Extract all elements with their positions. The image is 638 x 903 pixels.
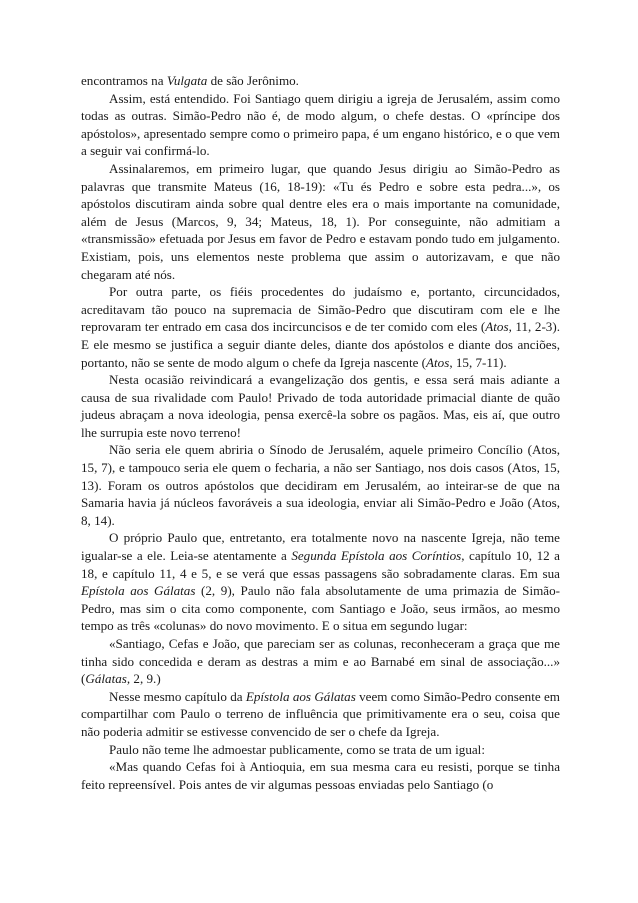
italic-run: Atos [485,319,509,335]
italic-run: Vulgata [166,73,208,88]
text-run: , 15, 7-11). [449,354,507,370]
text-run: Não seria ele quem abriria o Sínodo de Jerusalém, aquele primeiro Concílio (Atos, 15, 7), e tampouco seria ele quem o fecharia, a não ser Santiago, nos dois casos (Atos, 15, 13). Foram os outros apóstolos que decidiram em Jerusalém, ao inteirar-se de que na Samaria havia já núcleos favoráveis a sua ideologia, enviar ali Simão-Pedro e João (Atos, 8, 14). [81,442,560,528]
paragraph-4 [81,283,560,371]
text-run: Assim, está entendido. Foi Santiago quem dirigiu a igreja de Jerusalém, assim como todas as outras. Simão-Pedro não é, de modo algum, o chefe destas. O «príncipe dos apóstolos», apresentado sempre como o primeiro papa, é um engano histórico, e o que vem a seguir vai confirmá-lo. [81,90,560,159]
page-body [81,72,560,793]
italic-run: Epístola aos Gálatas [81,583,196,599]
paragraph-1 [81,72,560,90]
text-run: Nesse mesmo capítulo da [109,688,246,704]
paragraph-3 [81,160,560,283]
italic-run: Gálatas, [85,671,131,687]
italic-run: Atos [426,354,450,370]
paragraph-5 [81,371,560,441]
paragraph-6 [81,441,560,529]
paragraph-7 [81,529,560,635]
text-run: Por outra parte, os fiéis procedentes do judaísmo e, portanto, circuncidados, acreditavam tão pouco na supremacia de Simão-Pedro que discutiram com ele e lhe reprovaram ter entrado em casa dos incircuncisos e de ter comido com eles ( [81,284,560,335]
paragraph-2 [81,90,560,160]
text-run: encontramos na [81,73,167,88]
text-run: Nesta ocasião reivindicará a evangelização dos gentis, e essa será mais adiante a causa de sua rivalidade com Paulo! Privado de toda autoridade primacial diante de quão judeus abraçam a nova ideologia, pensa exercê-la sobre os pagãos. Mas, eis aí, que outro lhe surrupia este novo terreno! [81,372,560,440]
text-run: , 11, 2-3). E ele mesmo se justifica a seguir diante deles, diante dos apóstolos e diante dos anciões, portanto, não se sente de modo algum o chefe da Igreja nascente ( [81,319,560,370]
paragraph-9 [81,688,560,741]
text-run: (2, 9), Paulo não fala absolutamente de uma primazia de Simão-Pedro, mas sim o cita como componente, com Santiago e João, seus irmãos, ao mesmo tempo as três «colunas» do novo movimento. E o situa em segundo lugar: [81,583,560,634]
paragraph-8 [81,635,560,688]
text-run: de são Jerônimo. [207,73,299,88]
paragraph-11 [81,758,560,793]
text-run: Assinalaremos, em primeiro lugar, que quando Jesus dirigiu ao Simão-Pedro as palavras que transmite Mateus (16, 18-19): «Tu és Pedro e sobre esta pedra...», os apóstolos discutiram ainda sobre qual dentre eles era o mais importante na comunidade, além de Jesus (Marcos, 9, 34; Mateus, 18, 1). Por conseguinte, não admitiam a «transmissão» efetuada por Jesus em favor de Pedro e estavam pondo tudo em julgamento. Existiam, pois, uns elementos neste problema que assim o autorizavam, e que não chegaram até nós. [81,160,560,282]
italic-run: Segunda Epístola aos Coríntios [291,548,462,564]
text-run: «Mas quando Cefas foi à Antioquia, em sua mesma cara eu resisti, porque se tinha feito repreensível. Pois antes de vir algumas pessoas enviadas pelo Santiago (o [81,759,560,792]
text-run: «Santiago, Cefas e João, que pareciam ser as colunas, reconheceram a graça que me tinha sido concedida e deram as destras a mim e ao Barnabé em sinal de associação...» ( [81,636,560,687]
text-run: Paulo não teme lhe admoestar publicamente, como se trata de um igual: [109,741,485,757]
text-run: veem como Simão-Pedro consente em compartilhar com Paulo o terreno de influência que primitivamente era o seu, coisa que não poderia admitir se estivesse convencido de ser o chefe da Igreja. [81,688,560,739]
text-run: 2, 9.) [130,671,161,687]
paragraph-10 [81,741,560,759]
italic-run: Epístola aos Gálatas [245,688,356,704]
text-run: O próprio Paulo que, entretanto, era totalmente novo na nascente Igreja, não teme igualar-se a ele. Leia-se atentamente a [81,530,560,564]
text-run: , capítulo 10, 12 a 18, e capítulo 11, 4 e 5, e se verá que essas passagens são sobradamente claras. Em sua [81,548,560,581]
